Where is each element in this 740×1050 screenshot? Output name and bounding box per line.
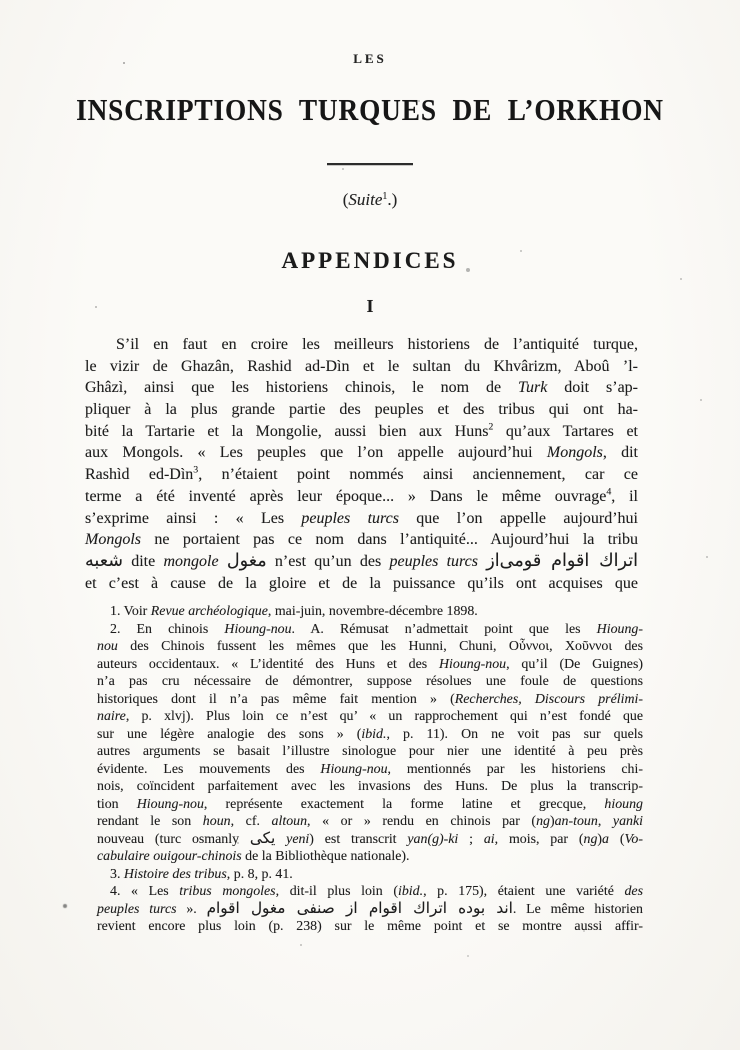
italic-text: altoun: [271, 814, 308, 829]
text-line: [97, 796, 643, 814]
italic-text: a: [602, 831, 609, 847]
text-segment: 2. En chinois: [110, 621, 225, 637]
italic-text: Hioung-nou: [320, 761, 388, 777]
text-segment: ,: [597, 814, 613, 829]
arabic-word: يكى: [249, 828, 276, 847]
italic-text: Turk: [517, 379, 548, 397]
text-segment: . Le même historien: [512, 901, 643, 917]
italic-text: Hioung-nou: [136, 796, 204, 812]
arabic-text: [250, 829, 275, 847]
text-line: [97, 691, 643, 709]
text-segment: [219, 553, 227, 570]
arabic-word: اتراك: [413, 898, 447, 917]
text-segment: . A. Rémusat n’admettait point que les: [291, 621, 597, 637]
text-segment: revient encore plus loin (p. 238) sur le même point et se montre aussi affir-: [97, 919, 643, 934]
italic-text: Recherches, Discours prélimi-: [454, 691, 643, 707]
text-segment: , il: [611, 487, 639, 505]
text-segment: , qu’il (De Guignes): [506, 656, 644, 672]
text-line: [97, 813, 643, 831]
italic-text: mongole: [163, 552, 219, 570]
text-line: [97, 918, 643, 936]
text-segment: le vizir de Ghazân, Rashid ad-Dìn et le sultan du Khvârizm, Aboû ’l-: [85, 357, 638, 375]
italic-text: peuples turcs: [301, 509, 399, 527]
text-segment: tion: [97, 796, 137, 812]
italic-text: yanki: [612, 814, 643, 829]
suite-close-paren: .): [387, 190, 398, 209]
text-line: [97, 866, 643, 884]
arabic-word: اقوام: [206, 898, 240, 917]
text-line: [85, 334, 638, 356]
text-line: [97, 726, 643, 744]
text-line: [97, 828, 643, 849]
text-segment: doit s’ap-: [547, 379, 639, 397]
italic-text: houn: [202, 814, 231, 829]
series-kicker: LES: [353, 51, 387, 66]
italic-text: cabulaire ouigour-chinois: [97, 849, 242, 864]
text-line: [97, 761, 643, 779]
text-segment: , représente exactement la forme latine et grecque,: [203, 796, 605, 812]
text-segment: autres arguments se basait l’illustre sinologue pour nier une identité à peu près: [97, 744, 643, 759]
footnote-ref: 2: [488, 421, 494, 433]
italic-text: Vo-: [624, 831, 643, 847]
italic-text: peuples turcs: [97, 901, 177, 917]
text-line: [85, 529, 638, 551]
arabic-text: [486, 551, 638, 571]
text-segment: auteurs occidentaux. « L’identité des Huns et des: [97, 656, 439, 672]
text-line: [97, 673, 643, 691]
italic-text: yeni: [286, 831, 310, 847]
arabic-word: اقوام: [551, 550, 590, 571]
arabic-word: مغول: [250, 898, 286, 917]
arabic-text: [85, 551, 123, 571]
text-segment: Rashìd ed-Dìn: [85, 466, 194, 484]
text-segment: n’est qu’un des: [266, 552, 390, 570]
text-line: [97, 621, 643, 639]
text-segment: , p. 175), étaient une variété: [423, 884, 625, 899]
italic-text: hioung: [604, 796, 643, 812]
text-segment: ne portaient pas ce nom dans l’antiquité... Aujourd’hui la tribu: [141, 531, 638, 549]
arabic-word: قومى‌از: [486, 550, 542, 571]
suite-open-paren: (: [342, 190, 349, 209]
text-segment: , p. 8, p. 41.: [226, 866, 293, 882]
footnote-ref: 4: [606, 486, 612, 498]
text-segment: sur une légère analogie des sons » (: [97, 726, 362, 742]
text-line: [85, 464, 638, 486]
text-segment: n’a pas cru nécessaire de démontrer, suppose résolues une foule de questions: [97, 674, 643, 689]
italic-text: Histoire des tribus: [123, 866, 227, 882]
text-line: [85, 573, 638, 595]
section-heading: APPENDICES: [281, 248, 459, 273]
text-segment: ): [549, 814, 555, 829]
body-text-block: [85, 334, 638, 594]
italic-text: Hioung-: [596, 621, 643, 637]
text-line: [97, 603, 643, 621]
text-line: [85, 421, 638, 443]
text-segment: nouveau (turc osmanly: [97, 831, 250, 847]
suite-footnote-ref: 1: [382, 191, 388, 202]
arabic-word: از: [345, 898, 358, 917]
italic-text: Hioung-nou: [224, 621, 292, 637]
italic-text: ng: [536, 814, 550, 829]
italic-text: ng: [583, 831, 598, 847]
text-line: [97, 778, 643, 796]
italic-text: Mongols: [85, 531, 141, 549]
suite-word: Suite: [348, 190, 383, 209]
text-segment: de la Bibliothèque nationale).: [241, 849, 410, 864]
text-segment: qu’aux Tartares et: [493, 422, 638, 440]
text-segment: 1. Voir: [110, 604, 151, 619]
text-line: [85, 442, 638, 464]
text-line: [97, 743, 643, 761]
italic-text: nou: [97, 639, 118, 654]
suite-note: [0, 190, 740, 210]
italic-text: peuples turcs: [389, 552, 479, 570]
text-segment: , « or » rendu en chinois par (: [307, 814, 537, 829]
footnotes-block: [97, 603, 643, 936]
text-segment: , p. 11). On ne voit pas sur quels: [386, 726, 643, 742]
text-segment: des Chinois fussent les mêmes que les Hunni, Chuni, Οὖννοι, Χοῦννοι des: [117, 639, 643, 654]
text-segment: 4. « Les: [110, 884, 180, 899]
text-line: [97, 656, 643, 674]
arabic-text: [207, 899, 513, 917]
text-segment: ;: [458, 831, 484, 847]
text-segment: S’il en faut en croire les meilleurs historiens de l’antiquité turque,: [116, 336, 638, 353]
text-segment: , mois, par (: [494, 831, 584, 847]
text-line: [85, 377, 638, 399]
chapter-numeral: I: [366, 296, 374, 316]
italic-text: des: [624, 884, 644, 899]
text-segment: nois, coïncident parfaitement avec les invasions des Huns. De plus la transcrip-: [97, 779, 643, 794]
text-segment: [275, 832, 286, 847]
text-segment: ».: [176, 901, 207, 917]
arabic-word: مغول: [226, 550, 267, 571]
text-segment: dite: [122, 552, 164, 570]
text-segment: , dit-il plus loin (: [275, 884, 398, 899]
italic-text: tribus mongoles: [179, 884, 276, 899]
text-segment: (: [608, 831, 625, 847]
italic-text: an-toun: [554, 814, 598, 829]
text-segment: rendant le son: [97, 814, 203, 829]
text-segment: et c’est à cause de la gloire et de la puissance qu’ils ont acquises que: [85, 574, 638, 592]
italic-text: Revue archéologique: [150, 604, 268, 619]
text-segment: 3.: [110, 866, 124, 882]
arabic-word: بوده: [458, 898, 486, 917]
text-segment: , mai-juin, novembre-décembre 1898.: [267, 604, 478, 619]
title-divider-rule: [327, 163, 413, 165]
text-segment: que l’on appelle aujourd’hui: [398, 509, 639, 527]
text-segment: ): [597, 831, 603, 847]
italic-text: ai: [483, 831, 495, 847]
text-line: [85, 551, 638, 573]
page-title-wrap: [0, 92, 740, 128]
arabic-word: صنفى: [296, 898, 335, 917]
text-line: [85, 486, 638, 508]
page-title: INSCRIPTIONS TURQUES DE L’ORKHON: [76, 92, 664, 127]
text-segment: historiques dont il n’a pas même fait mention » (: [97, 691, 455, 707]
scan-noise-specks: [0, 0, 2, 2]
text-segment: , n’étaient point nommés ainsi anciennement, car ce: [198, 466, 639, 484]
text-line: [97, 638, 643, 656]
text-line: [85, 508, 638, 530]
arabic-word: اتراك: [599, 550, 639, 571]
italic-text: ibid.: [397, 884, 424, 899]
text-line: [97, 708, 643, 726]
text-segment: ) est transcrit: [309, 831, 408, 847]
arabic-word: اقوام: [368, 898, 402, 917]
text-line: [85, 399, 638, 421]
italic-text: Hioung-nou: [438, 656, 507, 672]
text-segment: terme a été inventé après leur époque... » Dans le même ouvrage: [85, 487, 607, 505]
italic-text: ibid.: [361, 726, 387, 742]
text-segment: Ghâzì, ainsi que les historiens chinois, le nom de: [85, 379, 518, 397]
text-segment: s’exprime ainsi : « Les: [85, 509, 302, 527]
text-segment: , dit: [602, 444, 639, 462]
text-segment: , cf.: [230, 814, 272, 829]
italic-text: yan(g)-ki: [407, 831, 459, 847]
text-segment: , p. xlvj). Plus loin ce n’est qu’ « un rapprochement qui n’est fondé que: [125, 709, 643, 724]
text-line: [97, 898, 643, 919]
text-line: [97, 848, 643, 866]
arabic-text: [227, 551, 267, 571]
text-line: [85, 356, 638, 378]
footnote-ref: 3: [193, 464, 199, 476]
text-segment: aux Mongols. « Les peuples que l’on appelle aujourd’hui: [85, 444, 547, 462]
text-segment: pliquer à la plus grande partie des peuples et des tribus qui ont ha-: [85, 401, 638, 419]
text-segment: , mentionnés par les historiens chi-: [387, 761, 643, 777]
italic-text: naire: [97, 709, 126, 724]
arabic-word: شعبه: [85, 550, 123, 571]
text-segment: bité la Tartarie et la Mongolie, aussi bien aux Huns: [85, 422, 489, 440]
arabic-word: اند: [496, 898, 513, 917]
italic-text: Mongols: [546, 444, 603, 462]
text-segment: évidente. Les mouvements des: [97, 761, 321, 777]
